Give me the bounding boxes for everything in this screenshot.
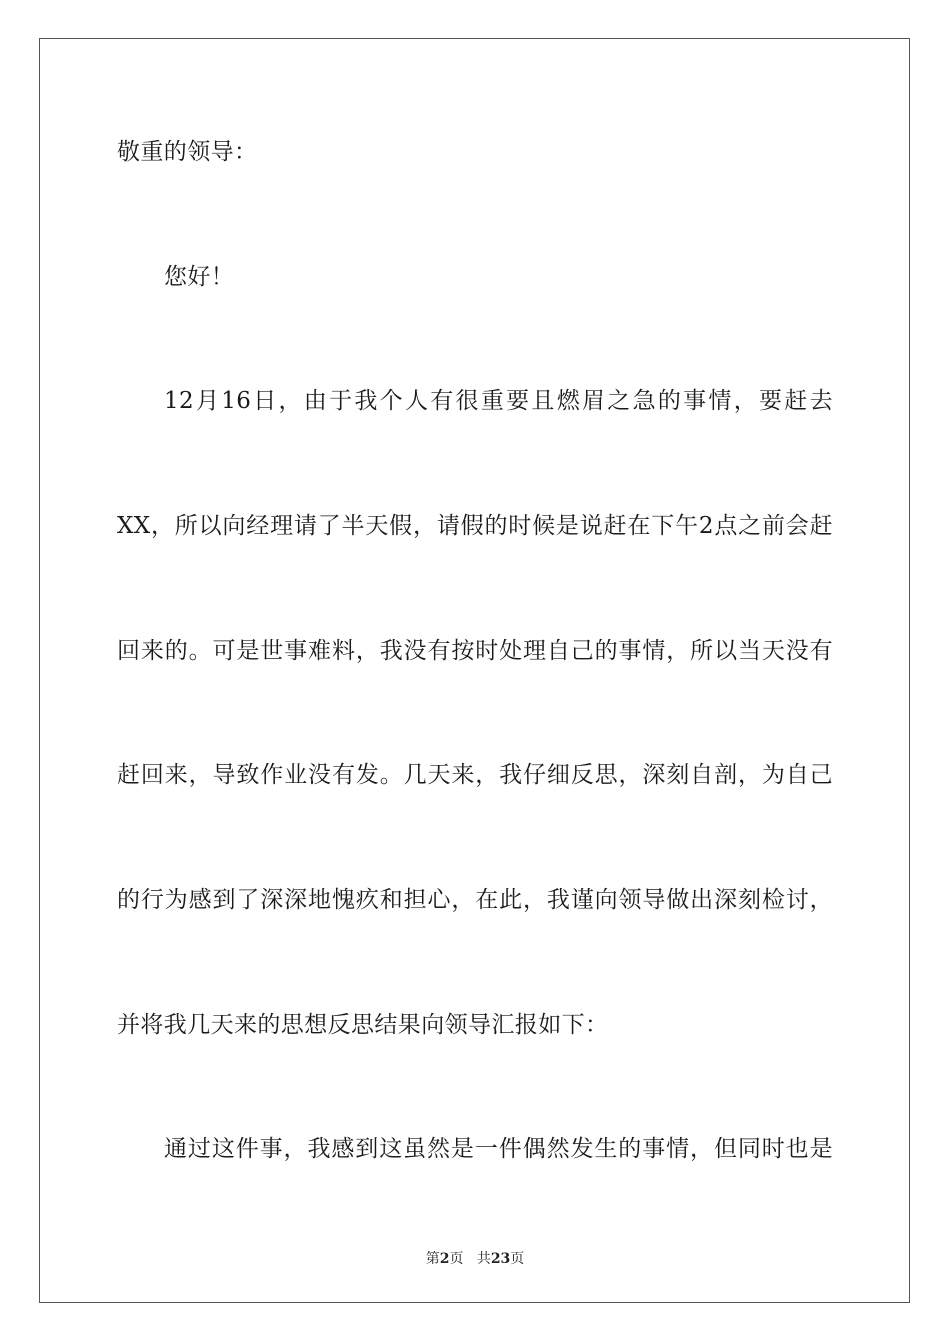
total-pages-prefix: 共 (476, 1251, 491, 1267)
total-pages-suffix: 页 (510, 1251, 525, 1267)
paragraph-line-1: 12月16日，由于我个人有很重要且燃眉之急的事情，要赶去 (164, 388, 833, 414)
total-pages: 23 (490, 1251, 511, 1267)
paragraph-line-4: 赶回来，导致作业没有发。几天来，我仔细反思，深刻自剖，为自己 (117, 762, 833, 788)
greeting: 您好！ (164, 264, 235, 290)
paragraph-line-6: 并将我几天来的思想反思结果向领导汇报如下： (117, 1012, 609, 1038)
page-number-suffix: 页 (449, 1251, 464, 1267)
page-footer (0, 1248, 950, 1268)
paragraph-line-7: 通过这件事，我感到这虽然是一件偶然发生的事情，但同时也是 (164, 1136, 833, 1162)
paragraph-line-5: 的行为感到了深深地愧疚和担心，在此，我谨向领导做出深刻检讨， (117, 887, 833, 913)
paragraph-line-3: 回来的。可是世事难料，我没有按时处理自己的事情，所以当天没有 (117, 638, 833, 664)
page-frame (39, 38, 910, 1303)
page-number-prefix: 第 (425, 1251, 440, 1267)
page-number: 2 (439, 1251, 450, 1267)
salutation: 敬重的领导： (117, 139, 258, 165)
paragraph-line-2: XX，所以向经理请了半天假，请假的时候是说赶在下午2点之前会赶 (117, 513, 833, 539)
